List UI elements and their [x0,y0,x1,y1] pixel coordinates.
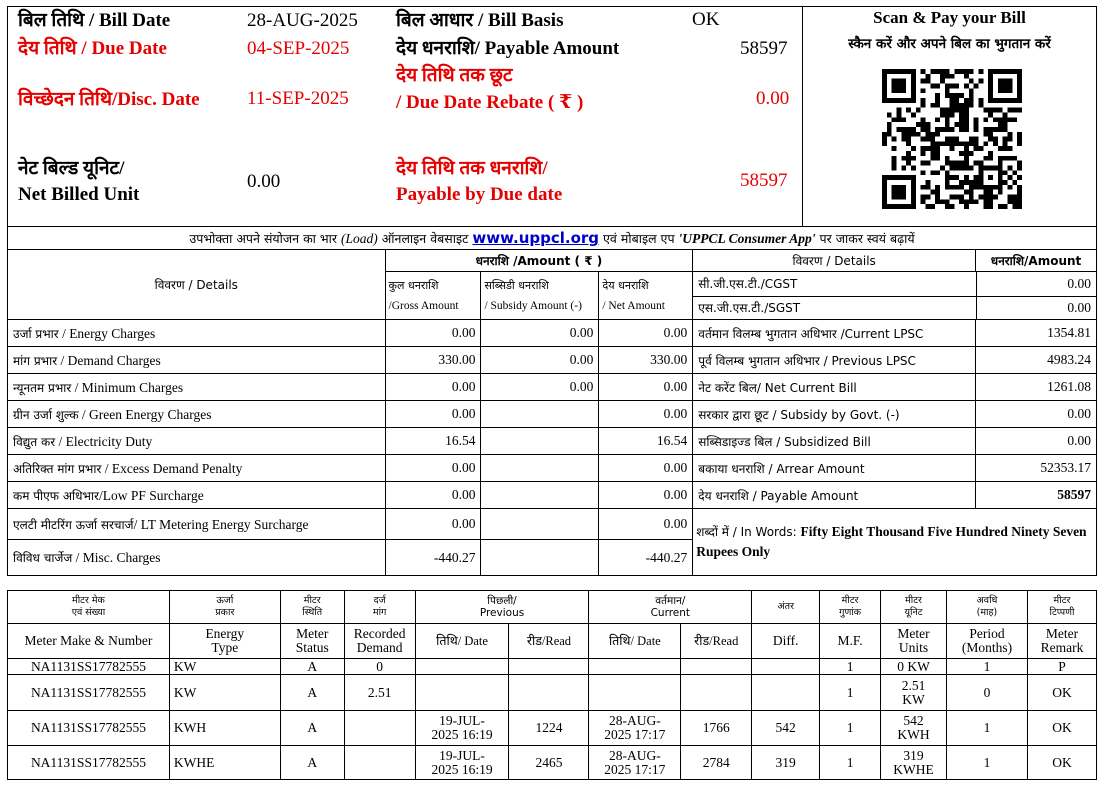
hdr-demand-en: Recorded Demand [344,624,415,659]
meter-type: KWH [169,711,280,746]
disc-date-label: विच्छेदन तिथि/Disc. Date [18,89,200,110]
hdr-diff-en: Diff. [752,624,820,659]
summary-value: 52353.17 [975,455,1096,482]
net-unit-value: 0.00 [247,171,281,192]
charge-subsidy [481,540,599,576]
notice-suffix: पर जाकर स्वयं बढ़ायें [815,231,915,246]
bill-date-value: 28-AUG-2025 [247,10,358,31]
summary-label: बकाया धनराशि / Arrear Amount [693,455,976,482]
summary-label: सरकार द्वारा छूट / Subsidy by Govt. (-) [693,401,976,428]
meter-diff: 319 [752,746,820,780]
hdr-demand-hi: दर्ज मांग [344,591,415,624]
meter-period: 0 [947,675,1028,711]
net-header: देय धनराशि / Net Amount [599,272,693,320]
charge-subsidy [481,482,599,509]
meter-prev-date: 19-JUL- 2025 16:19 [415,711,509,746]
summary-value: 58597 [975,482,1096,509]
hdr-status-en: Meter Status [280,624,344,659]
meter-units: 2.51 KW [881,675,947,711]
details-header: विवरण / Details [8,250,386,320]
charge-label: ग्रीन उर्जा शुल्क / Green Energy Charges [8,401,386,428]
hdr-current: वर्तमान/ Current [589,591,752,624]
meter-units: 0 KW [881,659,947,675]
charge-label: न्यूनतम प्रभार / Minimum Charges [8,374,386,401]
meter-mf: 1 [820,746,881,780]
notice-load: (Load) [341,231,378,246]
charge-row [8,320,1097,347]
meter-make: NA1131SS17782555 [8,675,170,711]
meter-prev-date [415,675,509,711]
charge-net: 0.00 [599,320,693,347]
meter-mf: 1 [820,675,881,711]
meter-remark: OK [1027,746,1096,780]
rebate-value: 0.00 [756,88,790,109]
meter-prev-read: 1224 [509,711,589,746]
qr-title-en: Scan & Pay your Bill [873,8,1026,27]
bill-date-label: बिल तिथि / Bill Date [18,10,171,31]
right-details-header: विवरण / Details [693,250,976,272]
meter-prev-read: 2465 [509,746,589,780]
charge-net: 330.00 [599,347,693,374]
hdr-status-hi: मीटर स्थिति [280,591,344,624]
hdr-type-hi: ऊर्जा प्रकार [169,591,280,624]
charge-row [8,509,1097,540]
meter-demand: 0 [344,659,415,675]
charge-net: 0.00 [599,455,693,482]
meter-cur-read: 1766 [681,711,752,746]
meter-period: 1 [947,711,1028,746]
hdr-type-en: Energy Type [169,624,280,659]
charge-subsidy [481,455,599,482]
meter-units: 542 KWH [881,711,947,746]
charge-label: अतिरिक्त मांग प्रभार / Excess Demand Penalty [8,455,386,482]
summary-value: 0.00 [975,401,1096,428]
meter-units: 319 KWHE [881,746,947,780]
charge-gross: 0.00 [385,374,481,401]
amount-header: धनराशि /Amount ( ₹ ) [385,250,693,272]
meter-remark: P [1027,659,1096,675]
cgst-value: 0.00 [976,272,1096,296]
bill-basis-value: OK [692,9,720,30]
charge-gross: 0.00 [385,482,481,509]
summary-value: 4983.24 [975,347,1096,374]
meter-type: KWHE [169,746,280,780]
summary-label: नेट करेंट बिल/ Net Current Bill [693,374,976,401]
meter-table [7,590,1097,780]
meter-cur-date: 28-AUG- 2025 17:17 [589,746,681,780]
charge-label: एलटी मीटरिंग ऊर्जा सरचार्ज/ LT Metering Energy Surcharge [8,509,386,540]
charge-net: 0.00 [599,509,693,540]
net-unit-label-hi: नेट बिल्ड यूनिट/ [18,158,125,179]
qr-code[interactable] [882,69,1022,209]
load-notice [7,227,1097,249]
meter-status: A [280,675,344,711]
meter-diff [752,659,820,675]
amount-in-words: शब्दों में / In Words: Fifty Eight Thousand Five Hundred Ninety Seven Rupees Only [693,509,1097,576]
qr-title-hi: स्कैन करें और अपने बिल का भुगतान करें [848,36,1051,52]
charge-subsidy: 0.00 [481,320,599,347]
notice-mid: ऑनलाइन वेबसाइट [377,231,473,246]
hdr-mf-en: M.F. [820,624,881,659]
charge-row [8,482,1097,509]
meter-remark: OK [1027,711,1096,746]
charge-label: उर्जा प्रभार / Energy Charges [8,320,386,347]
charge-label: कम पीएफ अधिभार/Low PF Surcharge [8,482,386,509]
meter-row [8,746,1097,780]
meter-make: NA1131SS17782555 [8,659,170,675]
meter-status: A [280,746,344,780]
meter-mf: 1 [820,711,881,746]
hdr-period-hi: अवधि (माह) [947,591,1028,624]
meter-status: A [280,659,344,675]
charge-gross: -440.27 [385,540,481,576]
meter-prev-read [509,675,589,711]
meter-prev-date: 19-JUL- 2025 16:19 [415,746,509,780]
meter-demand: 2.51 [344,675,415,711]
bill-basis-label: बिल आधार / Bill Basis [396,10,564,31]
hdr-remark-hi: मीटर टिप्पणी [1027,591,1096,624]
hdr-period-en: Period (Months) [947,624,1028,659]
payable-due-label-en: Payable by Due date [396,184,563,205]
charge-subsidy [481,509,599,540]
hdr-prev-date: तिथि/ Date [415,624,509,659]
charge-net: 16.54 [599,428,693,455]
hdr-mf-hi: मीटर गुणांक [820,591,881,624]
charge-net: 0.00 [599,401,693,428]
gross-header: कुल धनराशि /Gross Amount [385,272,481,320]
meter-row [8,659,1097,675]
due-date-value: 04-SEP-2025 [247,38,350,59]
subsidy-header: सब्सिडी धनराशि / Subsidy Amount (-) [481,272,599,320]
meter-mf: 1 [820,659,881,675]
rebate-label-en: / Due Date Rebate ( ₹ ) [396,92,584,113]
hdr-prev-read: रीड/Read [509,624,589,659]
hdr-cur-date: तिथि/ Date [589,624,681,659]
charge-row [8,347,1097,374]
summary-label: देय धनराशि / Payable Amount [693,482,976,509]
charge-gross: 0.00 [385,455,481,482]
charge-row [8,401,1097,428]
meter-make: NA1131SS17782555 [8,746,170,780]
notice-app: 'UPPCL Consumer App' [678,231,816,246]
meter-type: KW [169,659,280,675]
hdr-units-hi: मीटर यूनिट [881,591,947,624]
meter-demand [344,711,415,746]
uppcl-website-link[interactable]: www.uppcl.org [472,229,600,247]
meter-make: NA1131SS17782555 [8,711,170,746]
notice-prefix: उपभोक्ता अपने संयोजन का भार [189,231,341,246]
meter-prev-date [415,659,509,675]
hdr-make-en: Meter Make & Number [8,624,170,659]
meter-cur-read [681,659,752,675]
hdr-previous: पिछली/ Previous [415,591,589,624]
charge-subsidy: 0.00 [481,347,599,374]
hdr-diff-hi: अंतर [752,591,820,624]
charge-gross: 330.00 [385,347,481,374]
sgst-value: 0.00 [1067,299,1091,315]
charge-gross: 0.00 [385,320,481,347]
hdr-cur-read: रीड/Read [681,624,752,659]
meter-status: A [280,711,344,746]
charge-row [8,374,1097,401]
payable-due-value: 58597 [740,170,788,191]
summary-value: 0.00 [975,428,1096,455]
payable-amount-label: देय धनराशि/ Payable Amount [396,38,620,59]
charge-label: विद्युत कर / Electricity Duty [8,428,386,455]
charge-subsidy [481,401,599,428]
meter-row [8,675,1097,711]
sgst-label: एस.जी.एस.टी./SGST [693,296,976,319]
meter-cur-date: 28-AUG- 2025 17:17 [589,711,681,746]
net-unit-label-en: Net Billed Unit [18,184,140,205]
meter-diff [752,675,820,711]
meter-cur-date [589,659,681,675]
charge-subsidy: 0.00 [481,374,599,401]
meter-cur-date [589,675,681,711]
charge-label: मांग प्रभार / Demand Charges [8,347,386,374]
summary-value: 1261.08 [975,374,1096,401]
charge-subsidy [481,428,599,455]
summary-label: सब्सिडाइज्ड बिल / Subsidized Bill [693,428,976,455]
charges-table [7,249,1097,576]
charge-gross: 0.00 [385,509,481,540]
meter-remark: OK [1027,675,1096,711]
hdr-make-hi: मीटर मेक एवं संख्या [8,591,170,624]
meter-row [8,711,1097,746]
meter-prev-read [509,659,589,675]
meter-demand [344,746,415,780]
due-date-label: देय तिथि / Due Date [18,38,167,59]
charge-label: विविध चार्जेज / Misc. Charges [8,540,386,576]
summary-label: पूर्व विलम्ब भुगतान अधिभार / Previous LPSC [693,347,976,374]
charge-row [8,428,1097,455]
meter-cur-read [681,675,752,711]
charge-net: 0.00 [599,374,693,401]
payable-amount-value: 58597 [740,38,788,59]
right-amount-header: धनराशि/Amount [975,250,1096,272]
charge-net: 0.00 [599,482,693,509]
disc-date-value: 11-SEP-2025 [247,88,349,109]
charge-gross: 0.00 [385,401,481,428]
meter-period: 1 [947,659,1028,675]
payable-due-label-hi: देय तिथि तक धनराशि/ [396,158,548,179]
summary-label: वर्तमान विलम्ब भुगतान अधिभार /Current LPSC [693,320,976,347]
meter-cur-read: 2784 [681,746,752,780]
cgst-label: सी.जी.एस.टी./CGST [693,272,976,296]
hdr-units-en: Meter Units [881,624,947,659]
meter-type: KW [169,675,280,711]
notice-mid2: एवं मोबाइल एप [599,231,679,246]
rebate-label-hi: देय तिथि तक छूट [396,65,513,86]
meter-diff: 542 [752,711,820,746]
summary-value: 1354.81 [975,320,1096,347]
hdr-remark-en: Meter Remark [1027,624,1096,659]
meter-period: 1 [947,746,1028,780]
charge-gross: 16.54 [385,428,481,455]
charge-net: -440.27 [599,540,693,576]
gst-cells [693,272,1097,320]
charge-row [8,455,1097,482]
